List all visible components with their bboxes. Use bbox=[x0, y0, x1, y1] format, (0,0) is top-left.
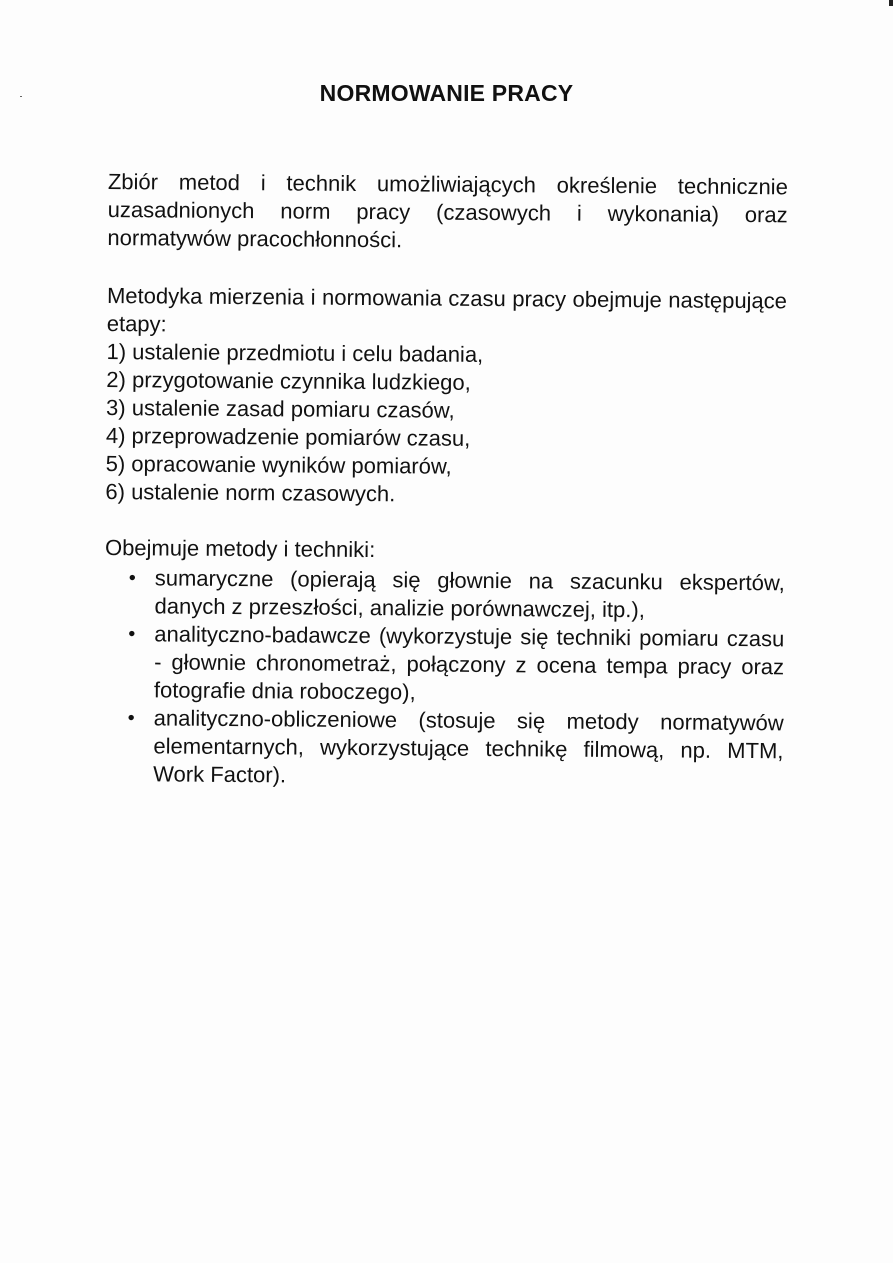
bullet-icon: • bbox=[127, 707, 135, 730]
method-text: sumaryczne (opierają się głownie na szacunku ekspertów, danych z przeszłości, analizie porównawczej, itp.), bbox=[154, 565, 785, 623]
method-item bbox=[125, 704, 784, 793]
method-text: analityczno-obliczeniowe (stosuje się metody normatywów elementarnych, wykorzystujące technikę filmową, np. MTM, Work Factor). bbox=[153, 705, 784, 788]
bullet-icon: • bbox=[128, 623, 136, 646]
step-item: 2) przygotowanie czynnika ludzkiego, bbox=[106, 366, 471, 395]
method-item bbox=[126, 564, 784, 625]
method-item bbox=[126, 620, 785, 709]
bullet-icon: • bbox=[128, 567, 136, 590]
document-body bbox=[103, 168, 788, 793]
step-item: 6) ustalenie norm czasowych. bbox=[105, 478, 396, 507]
step-item: 5) opracowanie wyników pomiarów, bbox=[105, 450, 452, 479]
step-item: 3) ustalenie zasad pomiaru czasów, bbox=[106, 394, 455, 423]
methods-list bbox=[103, 564, 785, 793]
intro-paragraph: Zbiór metod i technik umożliwiających określenie technicznie uzasadnionych norm pracy (czasowych i wykonania) oraz normatywów pracochłonności. bbox=[107, 168, 788, 253]
methods-paragraph: Obejmuje metody i techniki: bbox=[104, 534, 376, 563]
step-item: 4) przeprowadzenie pomiarów czasu, bbox=[105, 422, 471, 451]
methodology-paragraph: Metodyka mierzenia i normowania czasu pracy obejmuje następujące etapy: bbox=[106, 282, 788, 337]
method-text: analityczno-badawcze (wykorzystuje się techniki pomiaru czasu - głownie chronometraż, połączony z ocena tempa pracy oraz fotografie dnia roboczego), bbox=[153, 621, 785, 705]
page-title: NORMOWANIE PRACY bbox=[319, 80, 574, 106]
steps-list bbox=[105, 338, 786, 511]
step-item: 1) ustalenie przedmiotu i celu badania, bbox=[106, 338, 484, 367]
scan-edge-mark bbox=[889, 0, 893, 6]
